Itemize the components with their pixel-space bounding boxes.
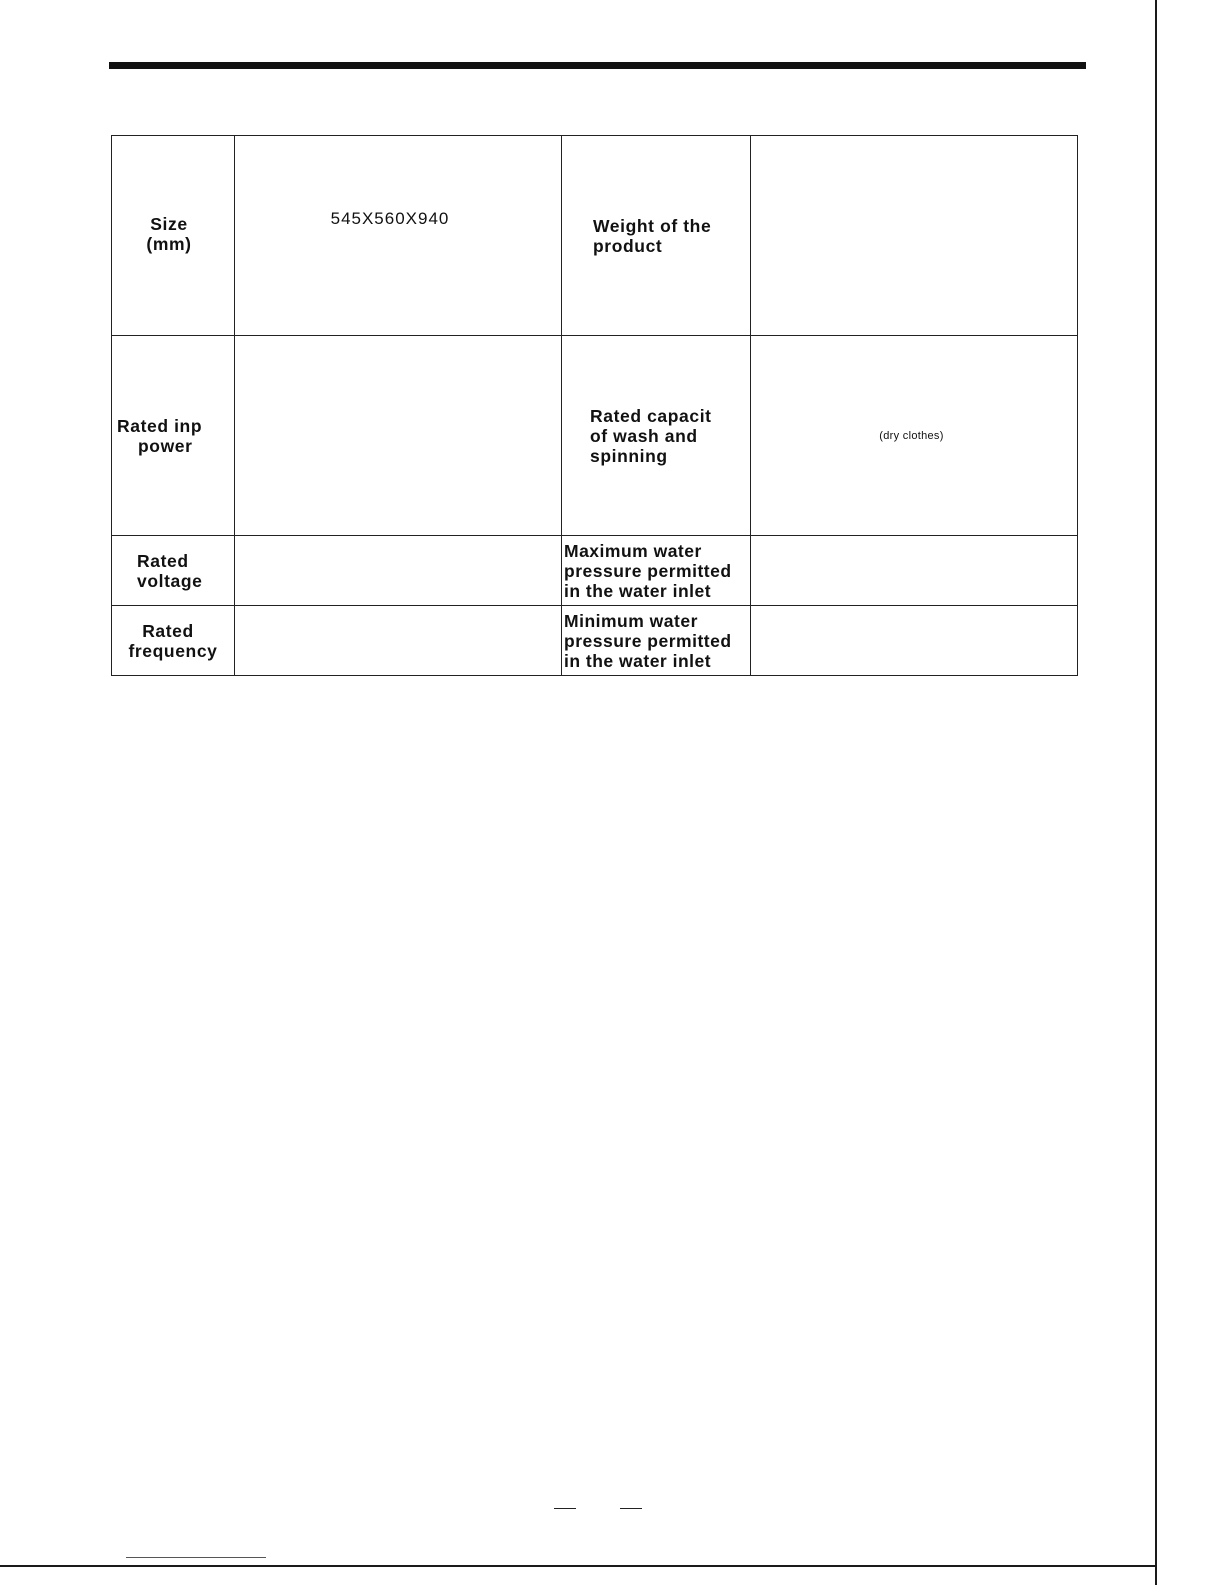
weight-label-line2: product <box>593 235 663 256</box>
page-mark-left <box>554 1508 576 1509</box>
capacity-label-line3: spinning <box>590 445 668 466</box>
capacity-label-line2: of wash and <box>590 425 698 446</box>
page-bottom-border <box>0 1565 1157 1567</box>
frequency-label-cell <box>112 606 235 676</box>
min-pressure-value-cell <box>751 606 1078 676</box>
specification-table <box>111 135 1078 676</box>
max-pressure-label-cell <box>562 536 751 606</box>
min-pressure-label-line1: Minimum water <box>564 610 698 631</box>
max-pressure-label-line1: Maximum water <box>564 540 702 561</box>
table-row <box>112 606 1078 676</box>
page-right-border <box>1155 0 1157 1585</box>
input-power-label-line2: power <box>138 435 193 456</box>
input-power-value-cell <box>235 336 562 536</box>
weight-label-line1: Weight of the <box>593 215 712 236</box>
page-number-marks <box>554 1508 644 1510</box>
max-pressure-value-cell <box>751 536 1078 606</box>
capacity-label-cell <box>562 336 751 536</box>
footer-link-underline[interactable] <box>126 1557 266 1558</box>
capacity-value-cell <box>751 336 1078 536</box>
size-label-cell <box>112 136 235 336</box>
input-power-label-cell <box>112 336 235 536</box>
frequency-label-line2: frequency <box>128 640 218 661</box>
voltage-label-line2: voltage <box>137 570 203 591</box>
min-pressure-label-line2: pressure permitted <box>564 630 732 651</box>
max-pressure-label-line2: pressure permitted <box>564 560 732 581</box>
table-row <box>112 536 1078 606</box>
table-row <box>112 336 1078 536</box>
table-row <box>112 136 1078 336</box>
size-unit: (mm) <box>146 233 192 254</box>
weight-label-cell <box>562 136 751 336</box>
voltage-label-line1: Rated <box>137 550 189 571</box>
voltage-label-cell <box>112 536 235 606</box>
min-pressure-label-cell <box>562 606 751 676</box>
frequency-label-line1: Rated <box>142 620 194 641</box>
capacity-label-line1: Rated capacit <box>590 405 712 426</box>
header-rule <box>109 62 1086 69</box>
capacity-note: (dry clothes) <box>879 429 944 442</box>
voltage-value-cell <box>235 536 562 606</box>
weight-value-cell <box>751 136 1078 336</box>
min-pressure-label-line3: in the water inlet <box>564 650 712 671</box>
page-mark-right <box>620 1508 642 1509</box>
size-label: Size <box>150 213 188 234</box>
size-value-cell <box>235 136 562 336</box>
size-value: 545X560X940 <box>330 209 450 228</box>
frequency-value-cell <box>235 606 562 676</box>
max-pressure-label-line3: in the water inlet <box>564 580 712 601</box>
input-power-label-line1: Rated inp <box>117 415 203 436</box>
